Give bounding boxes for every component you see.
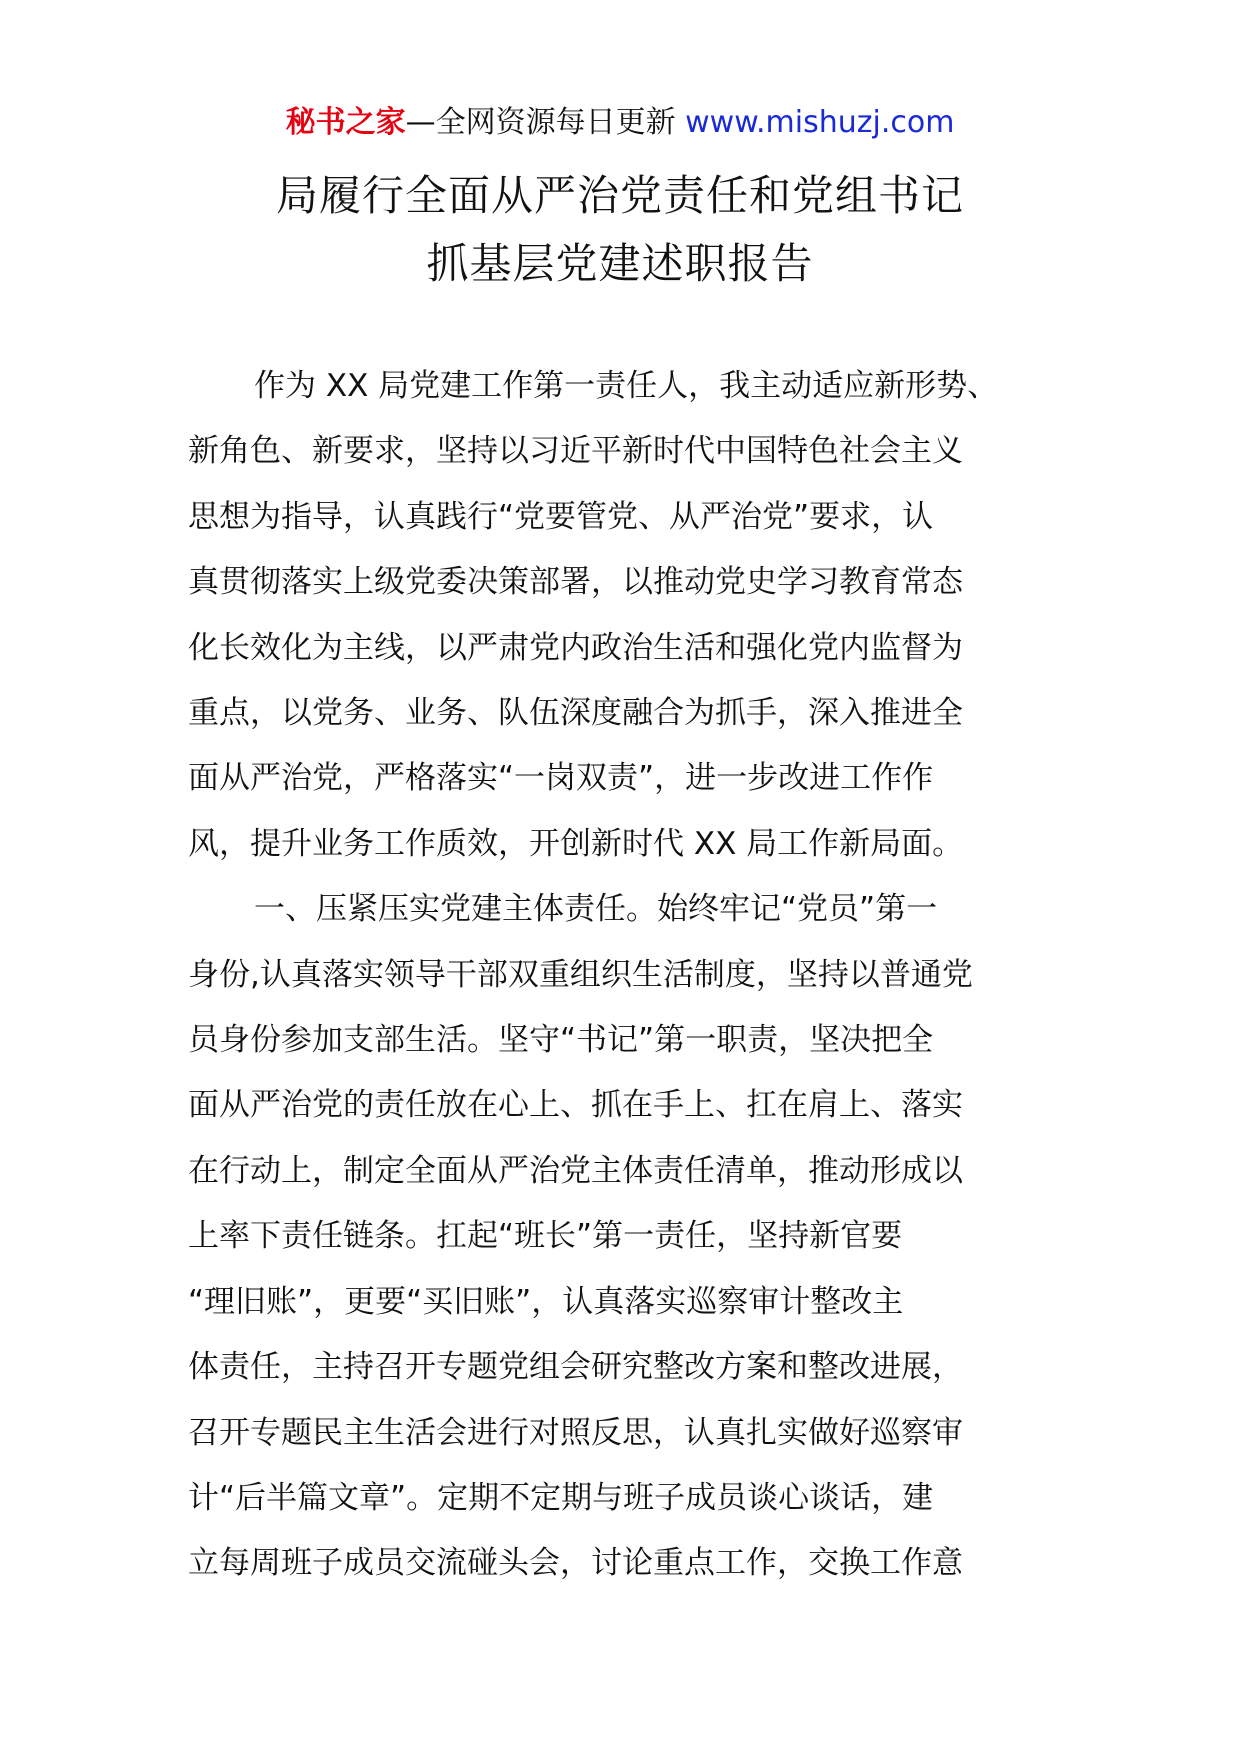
text-line: 思想为指导，认真践行“党要管党、从严治党”要求，认 bbox=[188, 498, 934, 535]
text-line: 化长效化为主线，以严肃党内政治生活和强化党内监督为 bbox=[188, 629, 963, 666]
brand-name: 秘书之家 bbox=[285, 105, 406, 140]
text-line: 重点，以党务、业务、队伍深度融合为抓手，深入推进全 bbox=[188, 695, 963, 732]
text-line: 风，提升业务工作质效，开创新时代 XX 局工作新局面。 bbox=[188, 825, 964, 862]
title-line-1: 局履行全面从严治党责任和党组书记 bbox=[275, 171, 964, 220]
text-line: 立每周班子成员交流碰头会，讨论重点工作，交换工作意 bbox=[188, 1545, 963, 1582]
text-line: “理旧账”，更要“买旧账”，认真落实巡察审计整改主 bbox=[188, 1283, 904, 1320]
document-title bbox=[0, 162, 1240, 298]
banner-tagline: —全网资源每日更新 bbox=[405, 105, 676, 140]
text-line: 面从严治党，严格落实“一岗双责”，进一步改进工作作 bbox=[188, 760, 934, 797]
text-line: 真贯彻落实上级党委决策部署，以推动党史学习教育常态 bbox=[188, 564, 963, 601]
text-line: 新角色、新要求，坚持以习近平新时代中国特色社会主义 bbox=[188, 433, 963, 470]
text-line: 体责任，主持召开专题党组会研究整改方案和整改进展， bbox=[188, 1349, 963, 1386]
text-line: 面从严治党的责任放在心上、抓在手上、扛在肩上、落实 bbox=[188, 1087, 963, 1124]
text-line: 一、压紧压实党建主体责任。始终牢记“党员”第一 bbox=[254, 891, 938, 928]
text-line: 身份,认真落实领导干部双重组织生活制度，坚持以普通党 bbox=[188, 956, 973, 993]
text-line: 上率下责任链条。扛起“班长”第一责任，坚持新官要 bbox=[188, 1218, 903, 1255]
paragraph-section-1 bbox=[188, 877, 1056, 1596]
text-line: 召开专题民主生活会进行对照反思，认真扎实做好巡察审 bbox=[188, 1414, 963, 1451]
text-line: 员身份参加支部生活。坚守“书记”第一职责，坚决把全 bbox=[188, 1022, 934, 1059]
text-line: 计“后半篇文章”。定期不定期与班子成员谈心谈话，建 bbox=[188, 1479, 934, 1516]
body-text bbox=[188, 354, 1056, 1597]
title-line-2: 抓基层党建述职报告 bbox=[426, 239, 814, 288]
text-line: 在行动上，制定全面从严治党主体责任清单，推动形成以 bbox=[188, 1152, 963, 1189]
site-url-link[interactable]: www.mishuzj.com bbox=[685, 105, 955, 140]
text-line: 作为 XX 局党建工作第一责任人，我主动适应新形势、 bbox=[254, 368, 999, 404]
paragraph-intro bbox=[188, 354, 1056, 877]
header-banner bbox=[0, 100, 1240, 146]
